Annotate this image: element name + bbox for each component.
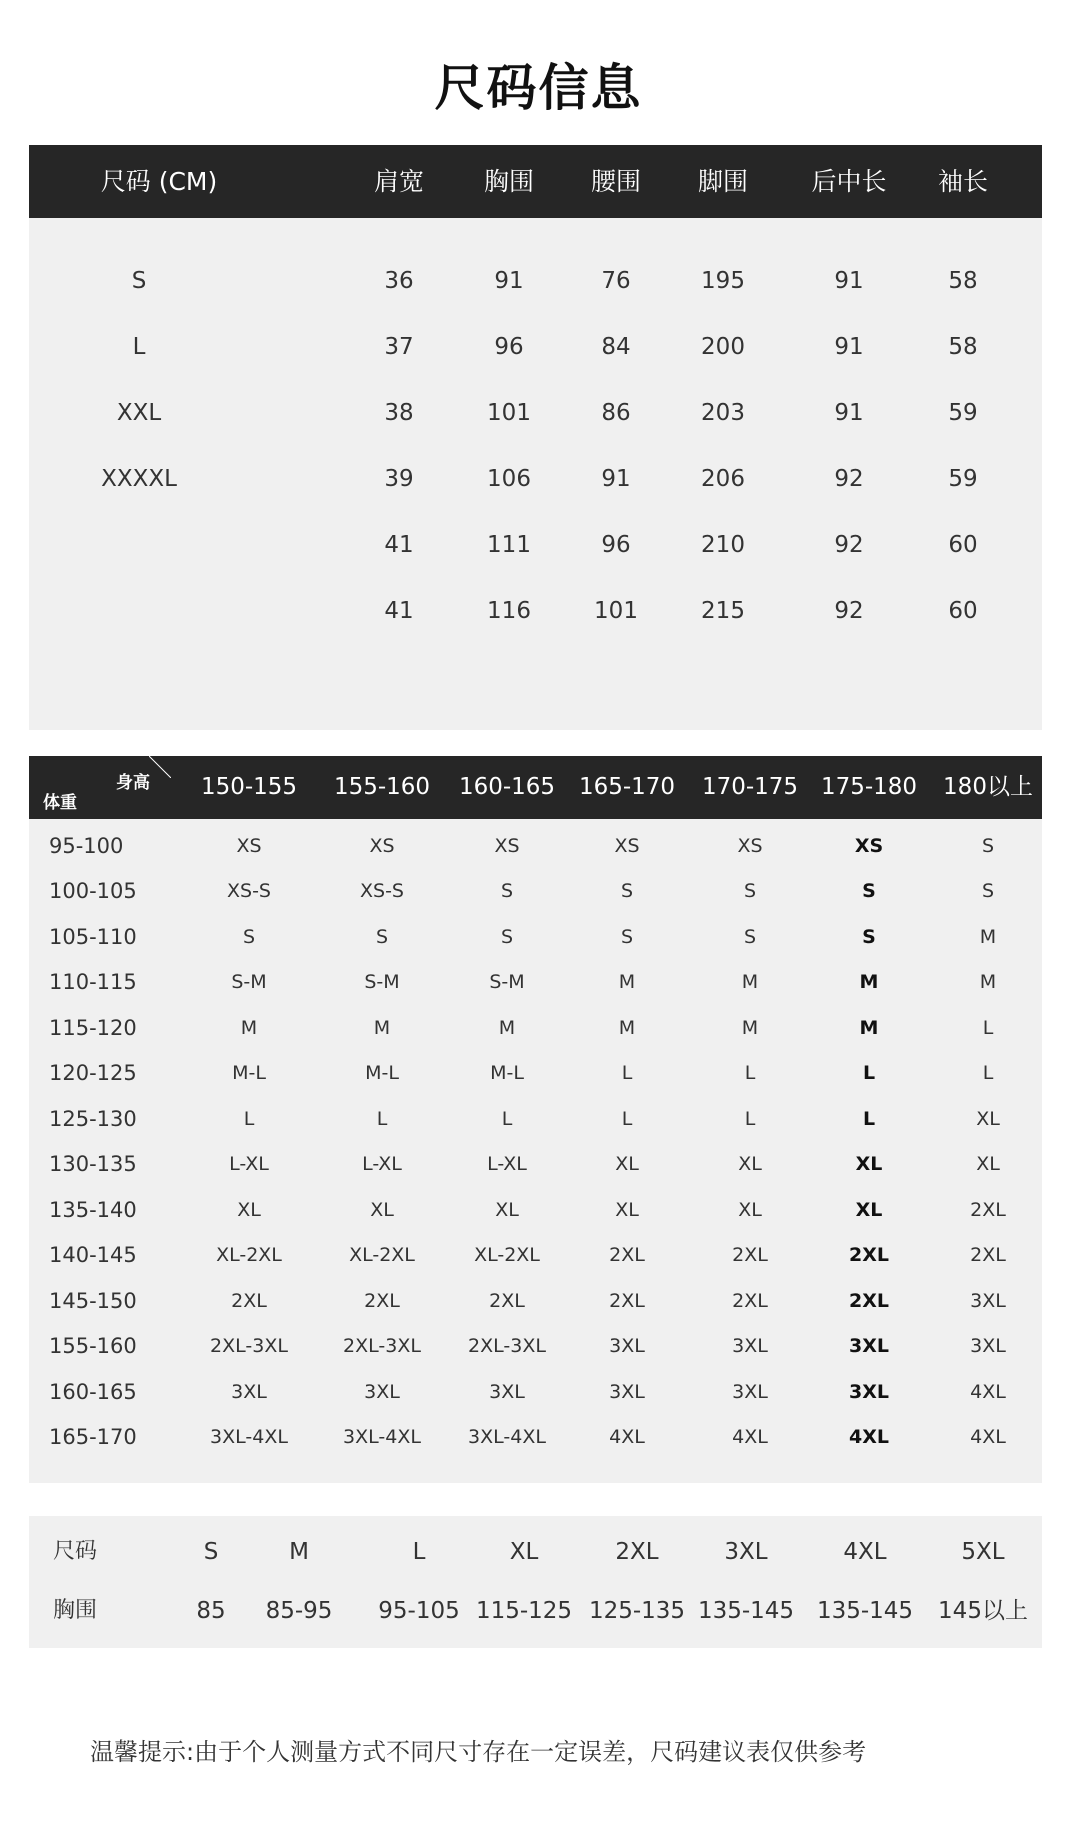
cell-size: L [982, 1017, 994, 1039]
header-hem: 脚围 [697, 167, 748, 196]
table-row [29, 380, 1042, 446]
cell-size: 2XL [231, 1290, 267, 1312]
header-back-length: 后中长 [811, 167, 887, 196]
cell-weight: 160-165 [49, 1380, 137, 1404]
cell-size: L-XL [229, 1153, 269, 1175]
cell-size: L [132, 334, 146, 360]
size-row [29, 1524, 1042, 1580]
cell-size: 4XL [732, 1426, 768, 1448]
cell-size: 2XL [609, 1244, 645, 1266]
cell-size: 4XL [970, 1381, 1006, 1403]
cell-size: M [979, 926, 997, 948]
cell-size: 3XL [364, 1381, 400, 1403]
cell-shoulder: 37 [384, 334, 414, 360]
cell-size: 3XL [732, 1381, 768, 1403]
chest-value: 95-105 [378, 1598, 460, 1624]
cell-size: 3XL [489, 1381, 525, 1403]
cell-size: 3XL-4XL [210, 1426, 288, 1448]
size-chest-table [29, 1516, 1042, 1648]
cell-size: XL [855, 1199, 883, 1221]
recommendation-header [29, 756, 1042, 819]
cell-size: XS-S [360, 880, 404, 902]
cell-size: S [743, 926, 757, 948]
cell-size: M [618, 1017, 636, 1039]
header-height-range: 165-170 [578, 774, 676, 800]
cell-size: XS [614, 835, 640, 857]
size-recommendation-table [29, 756, 1042, 1483]
cell-size: S [743, 880, 757, 902]
cell-weight: 165-170 [49, 1425, 137, 1449]
header-sleeve: 袖长 [937, 167, 988, 196]
cell-size: 3XL [849, 1381, 889, 1403]
cell-sleeve: 58 [948, 268, 978, 294]
diagonal-divider [149, 756, 171, 778]
cell-size: 3XL-4XL [468, 1426, 546, 1448]
header-shoulder: 肩宽 [373, 167, 424, 196]
chest-label: 胸围 [53, 1598, 98, 1623]
cell-size: M-L [365, 1062, 399, 1084]
cell-hem: 215 [701, 598, 745, 624]
cell-size: 3XL [732, 1335, 768, 1357]
cell-waist: 101 [594, 598, 638, 624]
cell-back-length: 92 [834, 598, 864, 624]
table-row [29, 1370, 1042, 1415]
cell-size: M [859, 971, 879, 993]
cell-weight: 100-105 [49, 879, 137, 903]
size-measurement-header [29, 145, 1042, 218]
cell-size: L [243, 1108, 255, 1130]
table-row [29, 1097, 1042, 1142]
cell-size: XL [855, 1153, 883, 1175]
header-height-range: 175-180 [820, 774, 918, 800]
cell-size: S [862, 880, 876, 902]
cell-waist: 84 [601, 334, 631, 360]
header-waist: 腰围 [590, 167, 641, 196]
cell-weight: 105-110 [49, 925, 137, 949]
cell-size: 3XL-4XL [343, 1426, 421, 1448]
cell-size: 2XL [849, 1290, 889, 1312]
cell-size: 3XL [609, 1381, 645, 1403]
cell-shoulder: 41 [384, 532, 414, 558]
cell-size [59, 512, 219, 578]
cell-size: XL [237, 1199, 261, 1221]
cell-size: XS [369, 835, 395, 857]
table-row [29, 869, 1042, 914]
cell-size: XS [236, 835, 262, 857]
cell-size: XL-2XL [216, 1244, 282, 1266]
cell-size: L [982, 1062, 994, 1084]
cell-size: XL-2XL [474, 1244, 540, 1266]
cell-weight: 135-140 [49, 1198, 137, 1222]
cell-chest: 106 [487, 466, 531, 492]
cell-size: XL [615, 1199, 639, 1221]
cell-weight: 155-160 [49, 1334, 137, 1358]
cell-size: 2XL [364, 1290, 400, 1312]
cell-size: L [862, 1108, 876, 1130]
cell-hem: 195 [701, 268, 745, 294]
table-row [29, 248, 1042, 314]
cell-size: M [979, 971, 997, 993]
cell-size: XL [495, 1199, 519, 1221]
cell-size: XL-2XL [349, 1244, 415, 1266]
cell-waist: 86 [601, 400, 631, 426]
size-value: 3XL [724, 1539, 768, 1565]
cell-size: L-XL [487, 1153, 527, 1175]
size-value: 2XL [615, 1539, 659, 1565]
cell-size: 3XL [231, 1381, 267, 1403]
table-row [29, 1142, 1042, 1187]
cell-sleeve: 60 [948, 598, 978, 624]
cell-size: 4XL [849, 1426, 889, 1448]
header-height-range: 150-155 [200, 774, 298, 800]
cell-size: 2XL [489, 1290, 525, 1312]
cell-size: S [131, 268, 147, 294]
cell-size: M [741, 971, 759, 993]
cell-size: M-L [490, 1062, 524, 1084]
table-row [29, 1233, 1042, 1278]
table-row [29, 446, 1042, 512]
cell-size: 2XL [732, 1290, 768, 1312]
chest-value: 145以上 [938, 1598, 1028, 1624]
cell-size: S [620, 880, 634, 902]
cell-size: M-L [232, 1062, 266, 1084]
cell-shoulder: 41 [384, 598, 414, 624]
cell-size: XL [976, 1153, 1000, 1175]
cell-size: 2XL [970, 1199, 1006, 1221]
cell-size: M [240, 1017, 258, 1039]
table-row [29, 1051, 1042, 1096]
cell-size: XXXXL [101, 466, 177, 492]
cell-back-length: 91 [834, 334, 864, 360]
header-height-range: 180以上 [943, 774, 1033, 800]
cell-size: 2XL [849, 1244, 889, 1266]
cell-size: XS-S [227, 880, 271, 902]
cell-hem: 206 [701, 466, 745, 492]
header-height-range: 160-165 [458, 774, 556, 800]
header-chest: 胸围 [483, 167, 534, 196]
cell-size: L [376, 1108, 388, 1130]
cell-hem: 210 [701, 532, 745, 558]
cell-chest: 101 [487, 400, 531, 426]
header-size-cm: 尺码 (CM) [100, 167, 218, 196]
header-height-range: 170-175 [701, 774, 799, 800]
cell-size: L-XL [362, 1153, 402, 1175]
header-height-label: 身高 [116, 773, 150, 793]
table-row [29, 1188, 1042, 1233]
size-label: 尺码 [53, 1539, 98, 1564]
table-row [29, 314, 1042, 380]
cell-size: M [498, 1017, 516, 1039]
cell-waist: 76 [601, 268, 631, 294]
cell-size: 2XL [970, 1244, 1006, 1266]
cell-weight: 145-150 [49, 1289, 137, 1313]
cell-size: XL [738, 1199, 762, 1221]
cell-size: XL [615, 1153, 639, 1175]
cell-size: XXL [116, 400, 162, 426]
cell-weight: 110-115 [49, 970, 137, 994]
cell-hem: 200 [701, 334, 745, 360]
cell-size: L [744, 1062, 756, 1084]
cell-weight: 130-135 [49, 1152, 137, 1176]
cell-back-length: 91 [834, 400, 864, 426]
table-row [29, 1415, 1042, 1460]
cell-back-length: 91 [834, 268, 864, 294]
cell-size: M [859, 1017, 879, 1039]
size-value: L [412, 1539, 426, 1565]
cell-weight: 120-125 [49, 1061, 137, 1085]
cell-chest: 91 [494, 268, 524, 294]
cell-size: XS [494, 835, 520, 857]
page-title: 尺码信息 [434, 59, 643, 117]
cell-size: XL [976, 1108, 1000, 1130]
table-row [29, 1324, 1042, 1369]
cell-chest: 111 [487, 532, 531, 558]
cell-size: 3XL [849, 1335, 889, 1357]
cell-size: S-M [364, 971, 400, 993]
cell-size: S [500, 880, 514, 902]
cell-shoulder: 39 [384, 466, 414, 492]
chest-value: 135-145 [697, 1598, 795, 1624]
cell-sleeve: 59 [948, 466, 978, 492]
cell-size: XS [854, 835, 884, 857]
cell-size: 4XL [970, 1426, 1006, 1448]
cell-shoulder: 36 [384, 268, 414, 294]
cell-size: M [741, 1017, 759, 1039]
chest-value: 125-135 [588, 1598, 686, 1624]
size-value: XL [509, 1539, 539, 1565]
table-row [29, 578, 1042, 644]
cell-size: S [375, 926, 389, 948]
header-height-range: 155-160 [333, 774, 431, 800]
cell-size: M [373, 1017, 391, 1039]
cell-sleeve: 60 [948, 532, 978, 558]
table-row [29, 512, 1042, 578]
cell-size: S [981, 880, 995, 902]
size-value: M [289, 1539, 309, 1565]
cell-size [59, 578, 219, 644]
chest-value: 85-95 [265, 1598, 333, 1624]
cell-size: S [620, 926, 634, 948]
cell-size: S [500, 926, 514, 948]
size-value: 5XL [961, 1539, 1005, 1565]
cell-size: L [501, 1108, 513, 1130]
cell-sleeve: 58 [948, 334, 978, 360]
cell-size: L [621, 1108, 633, 1130]
cell-weight: 115-120 [49, 1016, 137, 1040]
cell-sleeve: 59 [948, 400, 978, 426]
cell-size: 2XL-3XL [343, 1335, 421, 1357]
cell-size: 2XL-3XL [468, 1335, 546, 1357]
cell-size: 3XL [970, 1290, 1006, 1312]
cell-size: L [621, 1062, 633, 1084]
table-row [29, 960, 1042, 1005]
cell-waist: 96 [601, 532, 631, 558]
cell-size: S [981, 835, 995, 857]
header-weight-label: 体重 [43, 793, 77, 813]
measurement-tip: 温馨提示:由于个人测量方式不同尺寸存在一定误差，尺码建议表仅供参考 [90, 1738, 867, 1766]
cell-chest: 116 [487, 598, 531, 624]
cell-waist: 91 [601, 466, 631, 492]
cell-size: S-M [231, 971, 267, 993]
table-row [29, 824, 1042, 869]
size-value: 4XL [843, 1539, 887, 1565]
cell-size: XS [737, 835, 763, 857]
chest-row [29, 1583, 1042, 1639]
cell-size: S [862, 926, 876, 948]
cell-size: S-M [489, 971, 525, 993]
cell-size: L [744, 1108, 756, 1130]
cell-weight: 140-145 [49, 1243, 137, 1267]
table-row [29, 1006, 1042, 1051]
cell-size: S [242, 926, 256, 948]
cell-weight: 125-130 [49, 1107, 137, 1131]
cell-size: 2XL-3XL [210, 1335, 288, 1357]
cell-size: 2XL [609, 1290, 645, 1312]
cell-size: 3XL [970, 1335, 1006, 1357]
size-value: S [203, 1539, 219, 1565]
cell-chest: 96 [494, 334, 524, 360]
table-row [29, 915, 1042, 960]
cell-size: XL [370, 1199, 394, 1221]
cell-size: M [618, 971, 636, 993]
table-row [29, 1279, 1042, 1324]
size-measurement-table [29, 145, 1042, 730]
cell-back-length: 92 [834, 532, 864, 558]
cell-size: 2XL [732, 1244, 768, 1266]
cell-shoulder: 38 [384, 400, 414, 426]
cell-size: XL [738, 1153, 762, 1175]
chest-value: 115-125 [475, 1598, 573, 1624]
cell-back-length: 92 [834, 466, 864, 492]
cell-size: 3XL [609, 1335, 645, 1357]
cell-size: L [862, 1062, 876, 1084]
cell-hem: 203 [701, 400, 745, 426]
chest-value: 85 [196, 1598, 226, 1624]
chest-value: 135-145 [816, 1598, 914, 1624]
cell-size: 4XL [609, 1426, 645, 1448]
cell-weight: 95-100 [49, 834, 124, 858]
